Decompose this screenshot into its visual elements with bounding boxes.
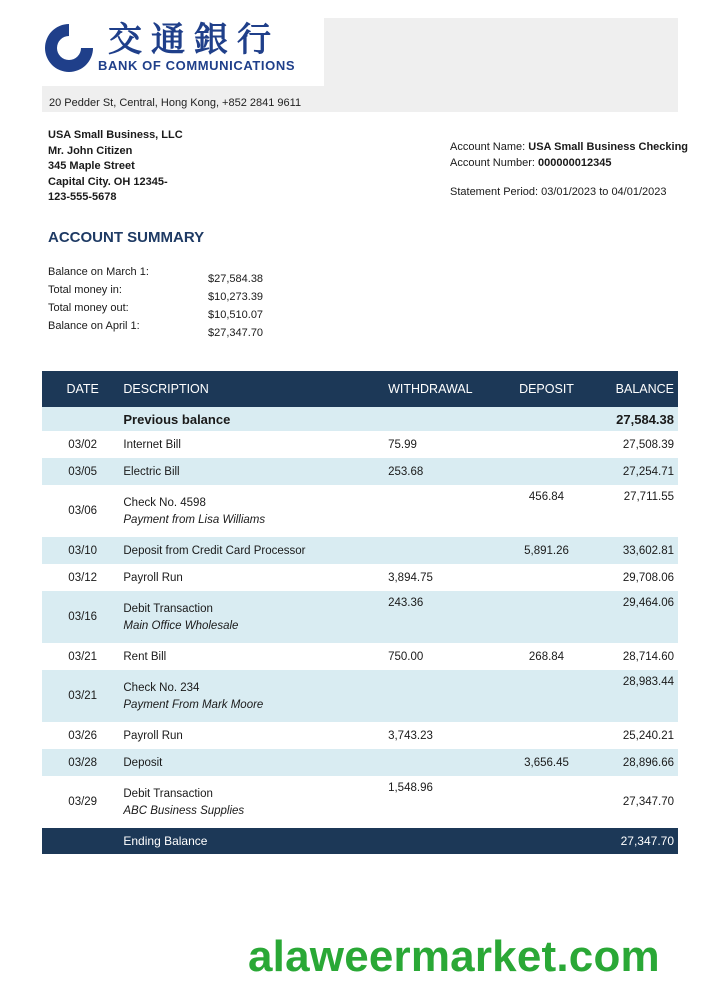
previous-balance-label: Previous balance <box>123 407 388 431</box>
row-deposit <box>501 431 593 458</box>
bank-name-chinese: 交通銀行 <box>108 20 280 60</box>
row-withdrawal: 3,743.23 <box>388 729 433 742</box>
row-date: 03/28 <box>42 749 123 776</box>
summary-value: $27,347.70 <box>208 327 264 339</box>
customer-line: USA Small Business, LLC <box>48 129 183 141</box>
row-deposit <box>501 458 593 485</box>
account-number-value: 000000012345 <box>538 157 612 169</box>
row-balance: 27,254.71 <box>592 458 678 485</box>
table-row <box>42 670 678 722</box>
row-deposit <box>501 670 593 722</box>
row-description-cell <box>123 485 388 537</box>
table-row <box>42 537 678 564</box>
account-name-row <box>450 139 688 155</box>
row-deposit <box>501 722 593 749</box>
row-balance: 28,896.66 <box>592 749 678 776</box>
table-row <box>42 564 678 591</box>
bank-address: 20 Pedder St, Central, Hong Kong, +852 2841 9611 <box>49 97 302 109</box>
row-balance: 27,711.55 <box>623 491 674 503</box>
header-date: DATE <box>42 371 123 407</box>
row-description: Payroll Run <box>123 571 183 584</box>
row-date: 03/26 <box>68 729 98 742</box>
account-number-label: Account Number: <box>450 157 535 169</box>
header-description: DESCRIPTION <box>123 371 388 407</box>
account-info <box>450 139 688 171</box>
previous-balance-value: 27,584.38 <box>592 407 678 431</box>
table-row <box>42 643 678 670</box>
account-name-label: Account Name: <box>450 141 526 153</box>
table-row <box>42 749 678 776</box>
table-row <box>42 776 678 828</box>
bank-name-english: BANK OF COMMUNICATIONS <box>98 58 296 73</box>
row-description: Deposit from Credit Card Processor <box>123 537 388 564</box>
customer-line: 123-555-5678 <box>48 191 117 203</box>
row-date: 03/05 <box>42 458 123 485</box>
row-deposit: 3,656.45 <box>501 749 593 776</box>
customer-line: Mr. John Citizen <box>48 144 133 157</box>
row-balance: 27,347.70 <box>622 796 674 808</box>
row-description: Rent Bill <box>123 650 167 663</box>
summary-label: Total money in: <box>48 284 122 296</box>
account-name-value: USA Small Business Checking <box>528 141 689 153</box>
table-row <box>42 431 678 458</box>
row-description: Internet Bill <box>123 438 181 451</box>
table-row <box>42 591 678 643</box>
table-row <box>42 458 678 485</box>
account-summary-title: ACCOUNT SUMMARY <box>48 229 205 246</box>
row-sub-description: Payment From Mark Moore <box>123 698 264 711</box>
row-sub-description: ABC Business Supplies <box>123 804 245 817</box>
row-description: Debit Transaction <box>123 602 213 615</box>
ending-balance-row <box>42 828 678 854</box>
row-description: Deposit <box>123 749 388 776</box>
row-balance: 33,602.81 <box>592 537 678 564</box>
row-description: Electric Bill <box>123 458 388 485</box>
statement-period: Statement Period: 03/01/2023 to 04/01/2023 <box>450 186 667 198</box>
row-deposit <box>501 564 593 591</box>
row-balance: 28,983.44 <box>592 670 678 722</box>
row-withdrawal: 253.68 <box>388 458 501 485</box>
header-deposit: DEPOSIT <box>501 371 593 407</box>
row-withdrawal: 1,548.96 <box>388 782 433 794</box>
summary-label: Balance on April 1: <box>48 320 140 332</box>
table-row <box>42 722 678 749</box>
row-balance: 27,508.39 <box>622 438 674 451</box>
customer-line: 345 Maple Street <box>48 160 135 172</box>
row-date: 03/21 <box>68 650 98 663</box>
row-withdrawal <box>388 749 501 776</box>
row-withdrawal <box>388 485 501 537</box>
ending-balance-label: Ending Balance <box>123 828 388 854</box>
row-deposit: 268.84 <box>528 650 565 663</box>
row-balance: 25,240.21 <box>622 729 674 742</box>
row-deposit <box>501 776 593 828</box>
table-header-row <box>42 371 678 407</box>
customer-line: Capital City. OH 12345- <box>48 175 168 188</box>
header-withdrawal: WITHDRAWAL <box>388 371 501 407</box>
summary-labels <box>48 263 149 335</box>
transactions-table <box>42 371 678 854</box>
summary-value: $10,510.07 <box>208 309 264 321</box>
row-balance: 28,714.60 <box>622 650 674 663</box>
summary-label: Total money out: <box>48 302 129 314</box>
row-withdrawal: 243.36 <box>388 591 501 643</box>
row-withdrawal: 3,894.75 <box>388 571 433 584</box>
summary-values <box>208 270 263 342</box>
row-description-cell <box>123 591 388 643</box>
summary-value: $27,584.38 <box>208 273 264 285</box>
row-balance: 29,464.06 <box>592 591 678 643</box>
row-withdrawal <box>388 537 501 564</box>
row-description: Check No. 234 <box>123 681 200 694</box>
row-sub-description: Main Office Wholesale <box>123 619 239 632</box>
row-date: 03/10 <box>42 537 123 564</box>
table-row <box>42 485 678 537</box>
row-date: 03/02 <box>68 438 98 451</box>
account-number-row <box>450 155 688 171</box>
row-withdrawal: 75.99 <box>388 438 417 451</box>
row-deposit <box>501 591 593 643</box>
row-sub-description: Payment from Lisa Williams <box>123 513 266 526</box>
row-withdrawal: 750.00 <box>388 650 424 663</box>
row-description-cell <box>123 776 388 828</box>
watermark-text: alaweermarket.com <box>248 932 660 981</box>
row-description: Payroll Run <box>123 729 183 742</box>
row-description: Debit Transaction <box>123 787 213 800</box>
bank-logo-icon <box>44 22 94 74</box>
ending-balance-value: 27,347.70 <box>592 828 678 854</box>
row-withdrawal <box>388 670 501 722</box>
row-description-cell <box>123 670 388 722</box>
row-date: 03/16 <box>42 591 123 643</box>
row-description: Check No. 4598 <box>123 496 206 509</box>
header-balance: BALANCE <box>592 371 678 407</box>
customer-address-block <box>48 128 183 206</box>
previous-balance-row <box>42 407 678 431</box>
row-date: 03/06 <box>68 505 98 517</box>
row-balance: 29,708.06 <box>622 571 674 584</box>
row-deposit: 5,891.26 <box>501 537 593 564</box>
summary-value: $10,273.39 <box>208 291 264 303</box>
row-date: 03/12 <box>68 571 98 584</box>
row-deposit: 456.84 <box>528 491 565 503</box>
row-date: 03/29 <box>68 796 98 808</box>
summary-label: Balance on March 1: <box>48 266 149 278</box>
row-date: 03/21 <box>42 670 123 722</box>
